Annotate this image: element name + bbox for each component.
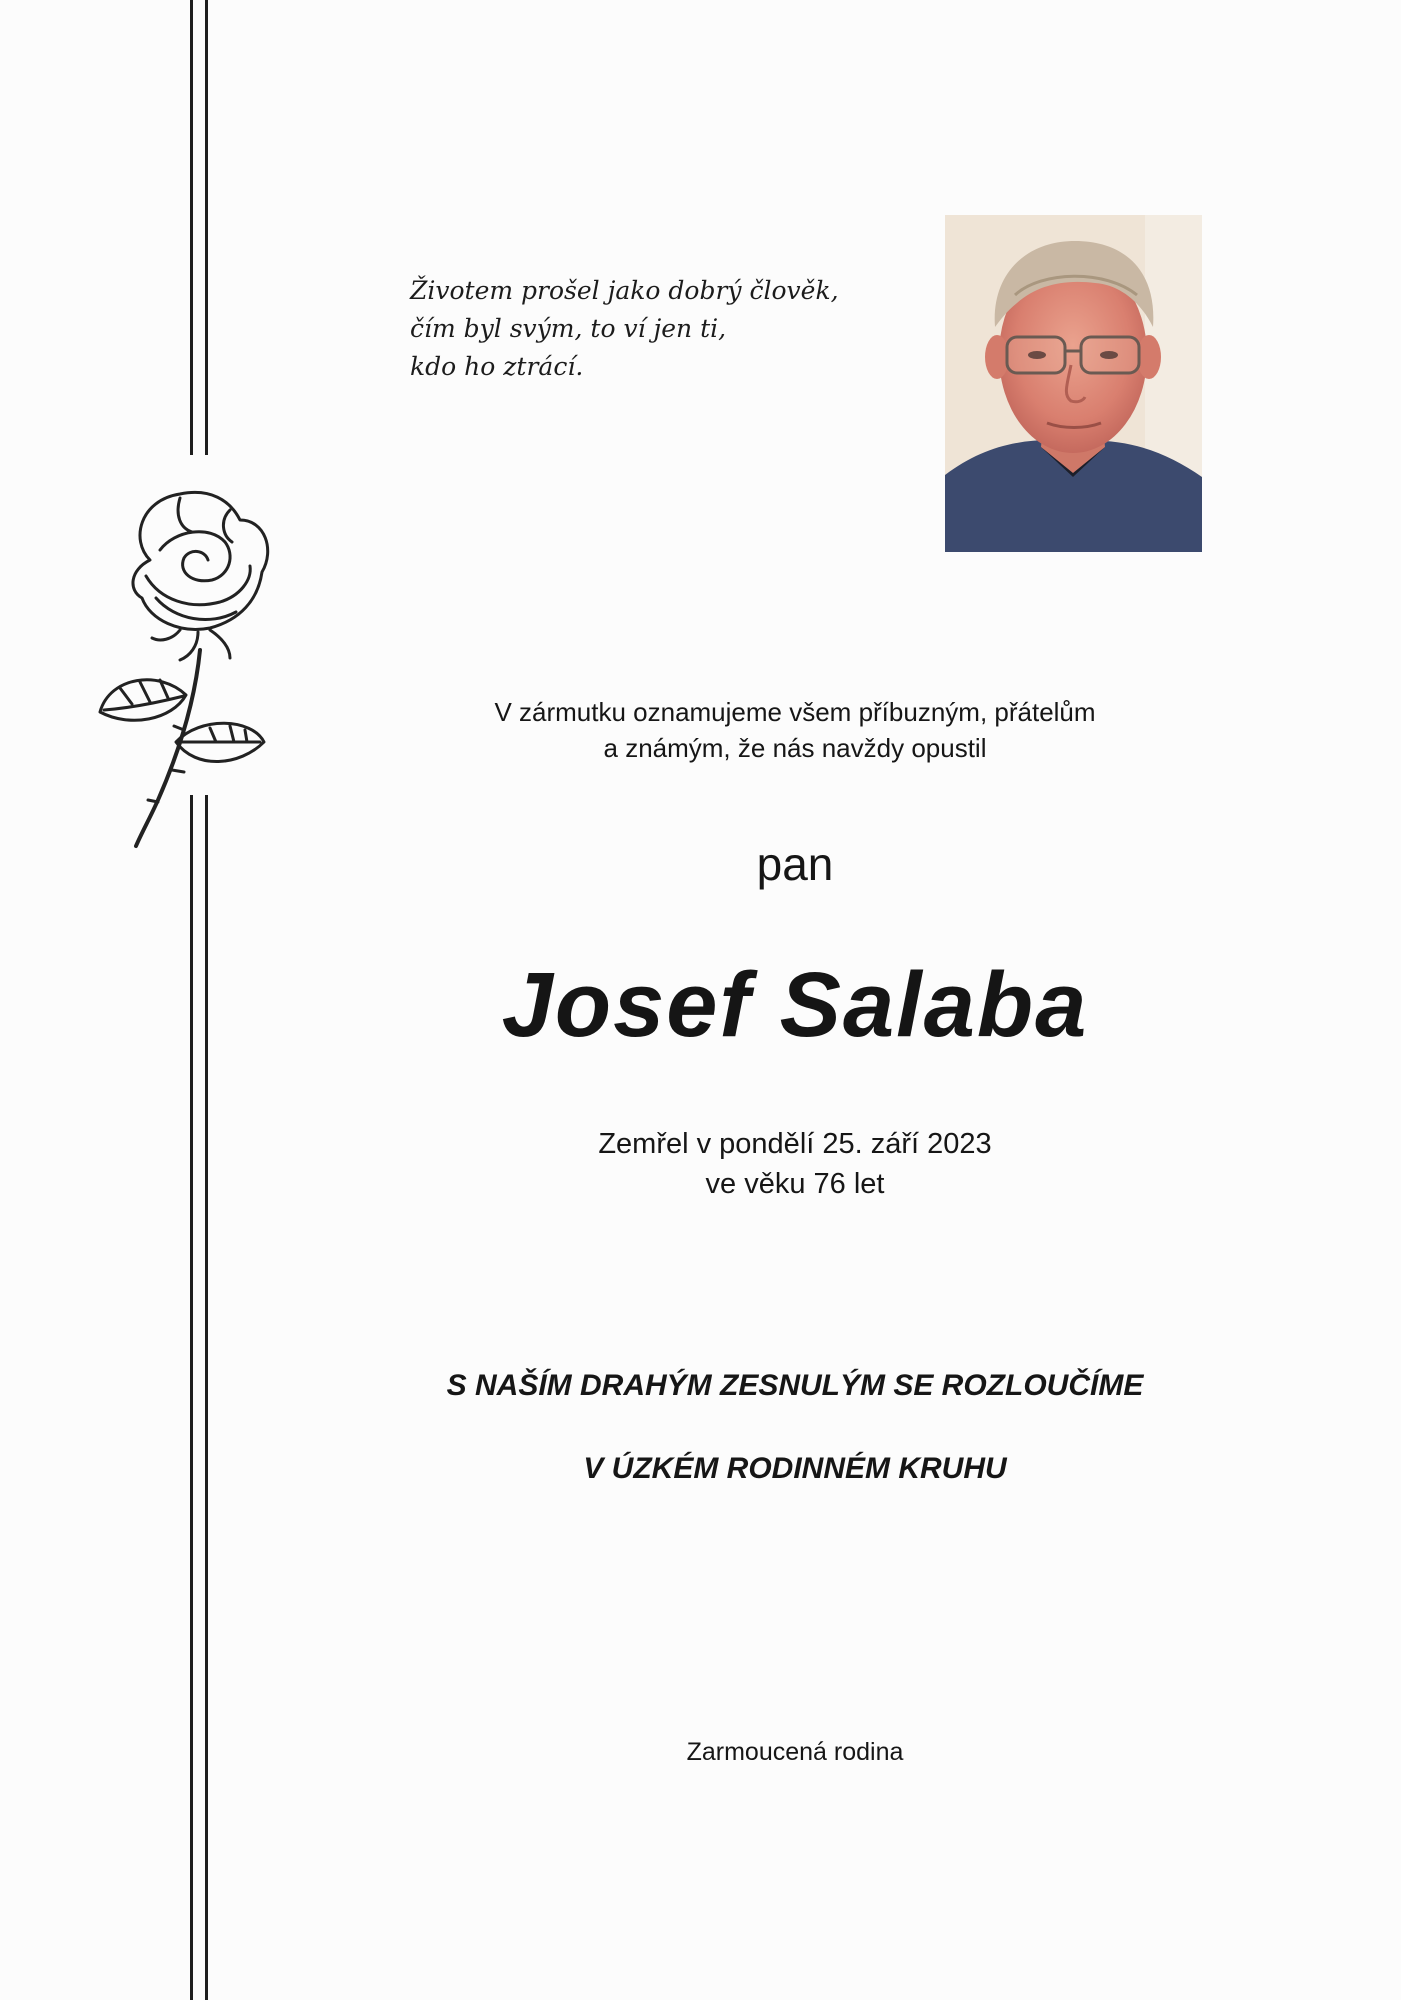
left-border-line-inner-top	[205, 0, 208, 455]
announcement-line-2: a známým, že nás navždy opustil	[603, 733, 987, 763]
honorific: pan	[756, 838, 834, 890]
portrait-photo	[945, 215, 1202, 552]
announcement-text	[290, 694, 1300, 766]
rose-icon	[80, 480, 320, 850]
left-border-line-outer-top	[190, 0, 193, 455]
motto-poem	[410, 272, 930, 386]
deceased-name: Josef Salaba	[501, 954, 1089, 1056]
farewell-line-2: V ÚZKÉM RODINNÉM KRUHU	[583, 1452, 1007, 1485]
death-date-line: Zemřel v pondělí 25. září 2023	[598, 1128, 992, 1160]
motto-line-1: Životem prošel jako dobrý člověk,	[410, 276, 839, 305]
death-info	[290, 1124, 1300, 1204]
signature: Zarmoucená rodina	[686, 1738, 904, 1766]
farewell-line-1: S NAŠÍM DRAHÝM ZESNULÝM SE ROZLOUČÍME	[446, 1369, 1144, 1402]
motto-line-3: kdo ho ztrácí.	[410, 352, 584, 381]
left-border-line-inner-bottom	[205, 795, 208, 2000]
announcement-line-1: V zármutku oznamujeme všem příbuzným, přátelům	[494, 697, 1096, 727]
motto-line-2: čím byl svým, to ví jen ti,	[410, 314, 727, 343]
age-line: ve věku 76 let	[705, 1168, 885, 1200]
left-border-line-outer-bottom	[190, 795, 193, 2000]
